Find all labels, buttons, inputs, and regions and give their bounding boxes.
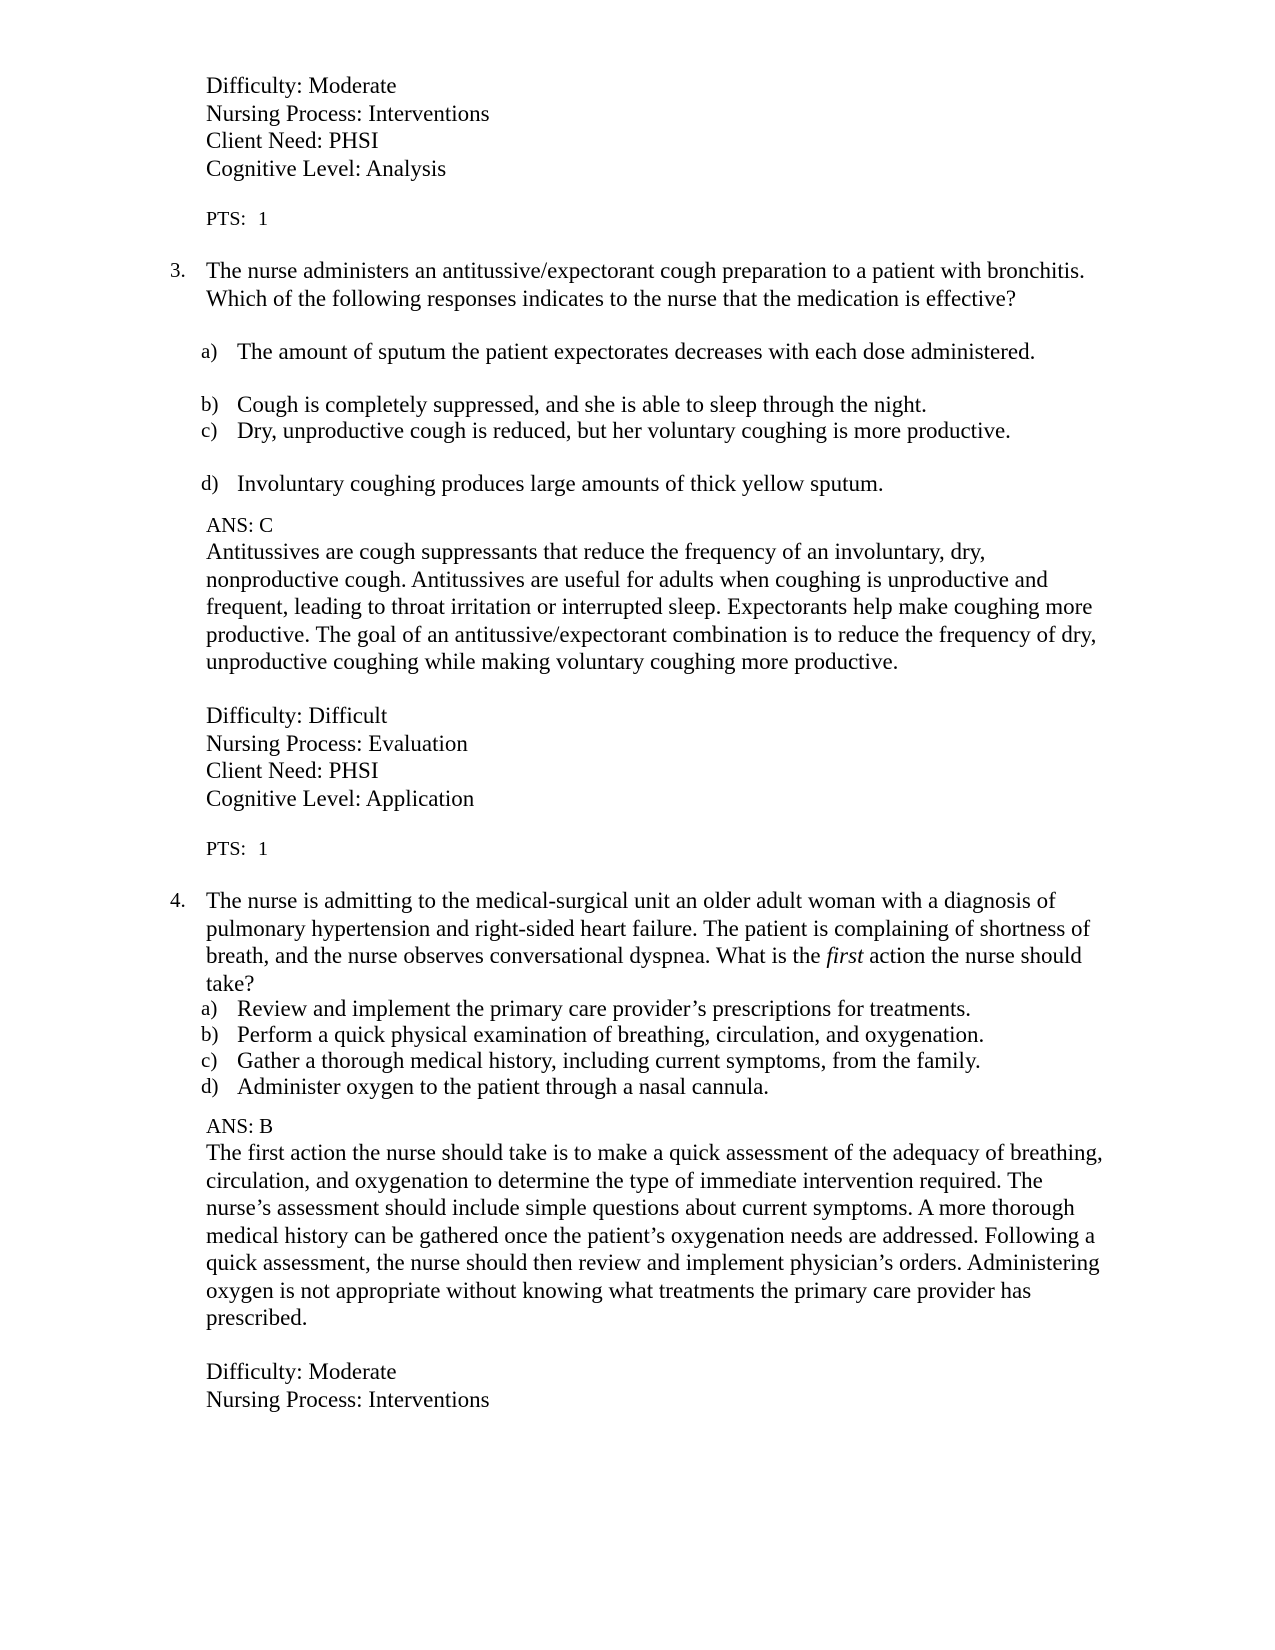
answer-rationale: Antitussives are cough suppressants that reduce the frequency of an involuntary, dry, nonproductive cough. Antitussives are useful for adults when coughing is unproductive and frequent, leading to throat irritation or interrupted sleep. Expectorants help make coughing more productive. The goal of an antitussive/expectorant combination is to reduce the frequency of dry, unproductive coughing while making voluntary coughing more productive.	[206, 539, 1097, 674]
option-letter: d)	[201, 1074, 219, 1098]
option-text: Gather a thorough medical history, including current symptoms, from the family.	[237, 1048, 981, 1073]
answer-label: ANS: C	[206, 513, 274, 537]
option-letter: c)	[201, 1048, 218, 1072]
points-value: 1	[258, 208, 269, 230]
client-need-text: Client Need: PHSI	[206, 128, 379, 153]
option-text: Involuntary coughing produces large amounts of thick yellow sputum.	[237, 471, 884, 496]
option-text: Perform a quick physical examination of breathing, circulation, and oxygenation.	[237, 1022, 985, 1047]
answer-label: ANS: B	[206, 1114, 274, 1138]
points-label: PTS:	[206, 838, 247, 860]
option-letter: b)	[201, 1022, 219, 1046]
points-label: PTS:	[206, 208, 247, 230]
option-letter: a)	[201, 339, 218, 363]
option-text: The amount of sputum the patient expectorates decreases with each dose administered.	[237, 339, 1036, 364]
question-number: 4.	[170, 888, 186, 912]
option-text: Review and implement the primary care provider’s prescriptions for treatments.	[237, 996, 972, 1021]
option-letter: d)	[201, 471, 219, 495]
question-stem-text-end: action the nurse should take?	[206, 943, 1082, 996]
option-text: Dry, unproductive cough is reduced, but her voluntary coughing is more productive.	[237, 418, 1011, 443]
points-value: 1	[258, 838, 269, 860]
difficulty-text: Difficulty: Moderate	[206, 1359, 397, 1384]
nursing-process-text: Nursing Process: Interventions	[206, 100, 490, 126]
question-stem	[206, 887, 1096, 997]
nursing-process-text: Nursing Process: Evaluation	[206, 730, 468, 756]
option-text: Cough is completely suppressed, and she is able to sleep through the night.	[237, 392, 927, 417]
difficulty-text: Difficulty: Difficult	[206, 703, 388, 728]
option-text: Administer oxygen to the patient through a nasal cannula.	[237, 1074, 770, 1099]
cognitive-level-text: Cognitive Level: Analysis	[206, 155, 447, 181]
question-3-metadata	[206, 702, 474, 812]
question-number: 3.	[170, 258, 186, 282]
question-stem-text: The nurse is admitting to the medical-surgical unit an older adult woman with a diagnosis of pulmonary hypertension and right-sided heart failure. The patient is complaining of shortness of breath, and the nurse observes conversational dyspnea. What is the	[206, 888, 1091, 968]
nursing-process-text: Nursing Process: Interventions	[206, 1386, 490, 1412]
question-2-metadata	[206, 72, 490, 182]
option-letter: b)	[201, 392, 219, 416]
question-stem: The nurse administers an antitussive/expectorant cough preparation to a patient with bronchitis. Which of the following responses indicates to the nurse that the medication is effective?	[206, 258, 1085, 311]
points-line	[206, 836, 268, 864]
question-stem-emphasis: first	[826, 943, 864, 968]
question-4-metadata	[206, 1358, 490, 1413]
option-letter: c)	[201, 418, 218, 442]
option-letter: a)	[201, 996, 218, 1020]
points-line	[206, 206, 268, 234]
difficulty-text: Difficulty: Moderate	[206, 73, 397, 98]
answer-rationale: The first action the nurse should take is to make a quick assessment of the adequacy of breathing, circulation, and oxygenation to determine the type of immediate intervention required. The nurse’s assessment should include simple questions about current symptoms. A more thorough medical history can be gathered once the patient’s oxygenation needs are addressed. Following a quick assessment, the nurse should then review and implement physician’s orders. Administering oxygen is not appropriate without knowing what treatments the primary care provider has prescribed.	[206, 1140, 1103, 1330]
client-need-text: Client Need: PHSI	[206, 758, 379, 783]
cognitive-level-text: Cognitive Level: Application	[206, 785, 475, 811]
